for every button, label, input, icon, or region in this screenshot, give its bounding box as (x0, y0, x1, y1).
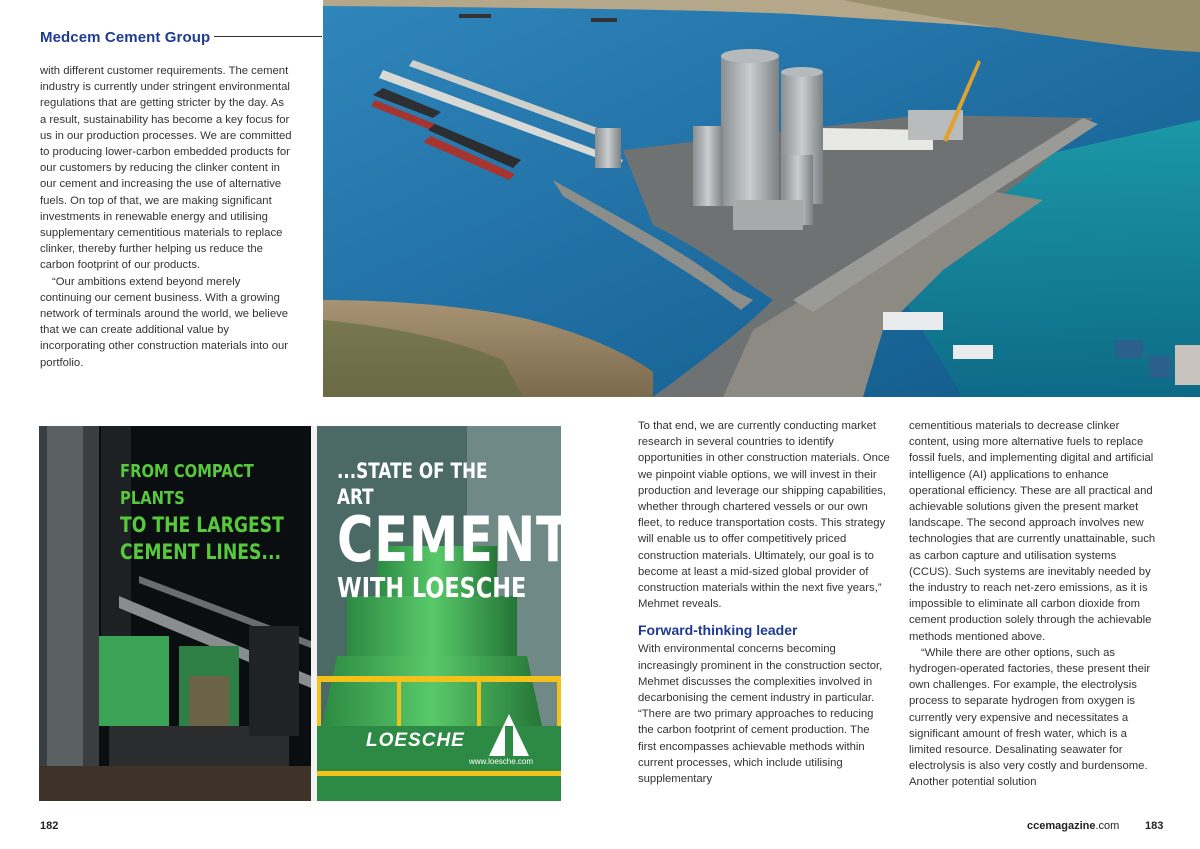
title-rule (214, 36, 322, 37)
site-name-bold: ccemagazine (1027, 820, 1096, 832)
paragraph: “Our ambitions extend beyond merely continuing our cement business. With a growing network of terminals around the world, we believe that we can create additional value by incorporating other construction materials into our portfolio. (40, 275, 289, 369)
section-title: Medcem Cement Group (40, 29, 211, 46)
loesche-logo: LOESCHE (366, 730, 465, 751)
paragraph: cementitious materials to decrease clinker content, using more alternative fuels to replace fossil fuels, and implementing digital and artificial intelligence (AI) applications to enhance operational efficiency. These are all practical and achievable solutions given the present market landscape. The second approach involves new technologies that are currently unattainable, such as carbon capture and utilisation systems (CCUS). Such systems are inevitably needed by the industry to reach net-zero emissions, as it is impossible to eliminate all carbon dioxide from cement production solely through the achievable methods mentioned above. (909, 420, 1156, 643)
site-name (1027, 820, 1119, 832)
ad-url: www.loesche.com (469, 757, 534, 766)
paragraph: with different customer requirements. The cement industry is currently under stringent environmental regulations that are getting stricter by the day. As a result, sustainability has become a key focus for us in our production processes. We are committed to producing lower-carbon embedded products for our customers by reducing the clinker content in our cement and increasing the use of alternative fuels. On top of that, we are making significant investments in renewable energy and utilising supplementary cementitious materials to replace clinker, thereby further helping us reduce the carbon footprint of our products. (40, 65, 292, 272)
text-column-3 (638, 418, 890, 787)
subheading: Forward-thinking leader (638, 622, 798, 639)
ad-headline-right (337, 458, 571, 606)
ad-headline-line: WITH LOESCHE (337, 571, 527, 604)
paragraph: “While there are other options, such as hydrogen-operated factories, these present their own challenges. For example, the electrolysis process to separate hydrogen from oxygen is currently very expensive and necessitates a significant amount of fresh water, which is a limited resource. Desalinating seawater for electrolysis is also very costly and burdensome. Another potential solution (909, 646, 1151, 789)
text-column-4 (909, 418, 1161, 791)
aerial-photo-cement-terminal (323, 0, 1200, 397)
ad-headline-line: FROM COMPACT PLANTS (120, 461, 254, 509)
paragraph: To that end, we are currently conducting market research in several countries to identify opportunities in other construction materials. Once we pinpoint viable options, we will invest in their production and leverage our shipping capabilities, whether through chartered vessels or our own fleet, to reduce transportation costs. This strategy will enable us to offer competitively priced construction materials. Ultimately, our goal is to become at least a mid-sized global provider of construction materials within the next five years,” Mehmet reveals. (638, 420, 890, 611)
text-column-1 (40, 63, 292, 371)
page-number-left: 182 (40, 820, 59, 832)
ad-headline-left (120, 458, 284, 566)
site-name-suffix: .com (1095, 820, 1120, 832)
page-number-right: 183 (1145, 820, 1164, 832)
ad-headline-line: CEMENT LINES... (120, 540, 282, 564)
paragraph: With environmental concerns becoming increasingly prominent in the construction sector, Mehmet discusses the complexities involved in decarbonising the cement industry in particular. “There are two primary approaches to reducing the carbon footprint of cement production. The first encompasses achievable methods within current processes, which include utilising supplementary (638, 643, 883, 786)
ad-headline-line: TO THE LARGEST (120, 513, 284, 537)
ad-headline-line: ...STATE OF THE ART (337, 459, 488, 509)
ad-headline-line: CEMENT (337, 503, 571, 576)
